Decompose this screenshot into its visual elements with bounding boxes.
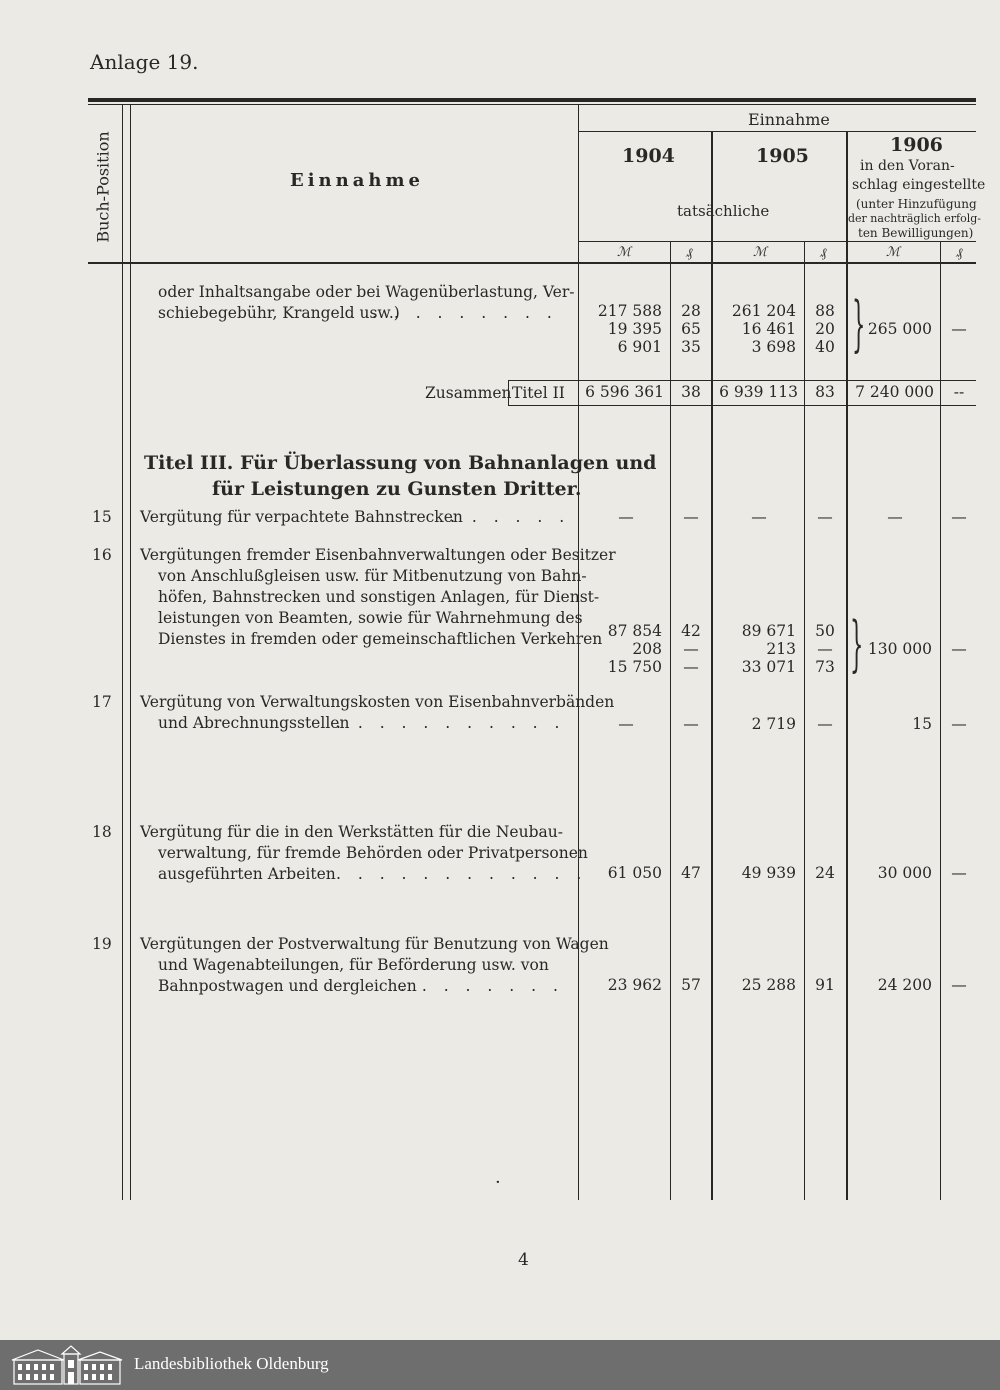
cont-m04-2: 19 395 xyxy=(607,320,662,338)
cont-p05-3: 40 xyxy=(815,338,835,356)
text-column-line xyxy=(130,105,131,1200)
col-1906-line-5: ten Bewilligungen) xyxy=(858,226,974,240)
row19-p05: 91 xyxy=(815,976,835,994)
year-1905-header: 1905 xyxy=(756,145,809,167)
col-1906-left-line xyxy=(846,131,848,1200)
page-number: 4 xyxy=(518,1250,529,1270)
year-1904-header: 1904 xyxy=(622,145,675,167)
row17-p04: — xyxy=(683,715,699,733)
top-double-rule xyxy=(88,98,976,102)
top-thin-rule xyxy=(88,104,976,105)
col-1904-left-line xyxy=(578,105,579,1200)
row19-p04: 57 xyxy=(681,976,701,994)
col-1906-pf-line xyxy=(940,241,941,1200)
leader-dots: . . . . . . . . . xyxy=(372,304,558,322)
row18-p04: 47 xyxy=(681,864,701,882)
continuation-line-2: schiebegebühr, Krangeld usw.) xyxy=(158,304,400,322)
row16-m05-2: 213 xyxy=(766,640,796,658)
zusammen-m05: 6 939 113 xyxy=(719,383,798,401)
cont-p04-2: 65 xyxy=(681,320,701,338)
row17-p05: — xyxy=(817,715,833,733)
row16-line-3: höfen, Bahnstrecken und sonstigen Anlagen, für Dienst- xyxy=(158,588,600,606)
row19-m05: 25 288 xyxy=(741,976,796,994)
row16-m04-1: 87 854 xyxy=(607,622,662,640)
row19-line-3: Bahnpostwagen und dergleichen xyxy=(158,977,417,995)
einnahme-group-header: Einnahme xyxy=(748,110,830,129)
row16-m05-3: 33 071 xyxy=(741,658,796,676)
row19-line-2: und Wagenabteilungen, für Beförderung usw. von xyxy=(158,956,549,974)
cont-m04-1: 217 588 xyxy=(597,302,662,320)
unit-mark-1904: ℳ xyxy=(617,245,631,260)
row17-m05: 2 719 xyxy=(751,715,796,733)
row15-text: Vergütung für verpachtete Bahnstrecken xyxy=(140,508,463,526)
row16-p06: — xyxy=(951,640,967,658)
continuation-line-1: oder Inhaltsangabe oder bei Wagenüberlastung, Ver- xyxy=(158,283,575,301)
cont-m06: 265 000 xyxy=(867,320,932,338)
cont-m05-1: 261 204 xyxy=(731,302,796,320)
row15-m06: — xyxy=(887,508,903,526)
anlage-label: Anlage 19. xyxy=(90,50,199,74)
zusammen-bottom-rule xyxy=(508,405,976,406)
row16-line-1: Vergütungen fremder Eisenbahnverwaltungen oder Besitzer xyxy=(140,546,616,564)
row16-m04-2: 208 xyxy=(632,640,662,658)
zusammen-titel: Titel II xyxy=(512,384,565,402)
row18-dots: . . . . . . . . . . . . xyxy=(336,865,588,883)
cont-p05-1: 88 xyxy=(815,302,835,320)
zusammen-m06: 7 240 000 xyxy=(855,383,934,401)
col-1905-pf-line xyxy=(804,241,805,1200)
unit-pf-1905: ₰ xyxy=(820,246,827,261)
year-1906-header: 1906 xyxy=(890,134,943,156)
unit-mark-1905: ℳ xyxy=(753,245,767,260)
unit-pf-1906: ₰ xyxy=(956,246,963,261)
library-building-icon xyxy=(8,1344,124,1386)
row15-position: 15 xyxy=(92,508,112,526)
position-column-line xyxy=(122,105,123,1200)
buch-position-header: Buch-Position xyxy=(93,131,113,243)
cont-m05-2: 16 461 xyxy=(741,320,796,338)
cont-m05-3: 3 698 xyxy=(751,338,796,356)
row18-p05: 24 xyxy=(815,864,835,882)
zusammen-p04: 38 xyxy=(681,383,701,401)
row16-p05-1: 50 xyxy=(815,622,835,640)
row17-p06: — xyxy=(951,715,967,733)
row17-line-1: Vergütung von Verwaltungskosten von Eisenbahnverbänden xyxy=(140,693,615,711)
row16-p04-3: — xyxy=(683,658,699,676)
row15-p06: — xyxy=(951,508,967,526)
row18-m05: 49 939 xyxy=(741,864,796,882)
row18-m06: 30 000 xyxy=(877,864,932,882)
row16-line-5: Dienstes in fremden oder gemeinschaftlichen Verkehren xyxy=(158,630,603,648)
zusammen-label: Zusammen xyxy=(425,384,512,402)
row19-p06: — xyxy=(951,976,967,994)
row16-m05-1: 89 671 xyxy=(741,622,796,640)
titel3-heading-2: für Leistungen zu Gunsten Dritter. xyxy=(212,478,582,500)
row16-line-4: leistungen von Beamten, sowie für Wahrnehmung des xyxy=(158,609,583,627)
row16-p04-2: — xyxy=(683,640,699,658)
col-1906-line-1: in den Voran- xyxy=(860,158,955,174)
row16-m04-3: 15 750 xyxy=(607,658,662,676)
unit-mark-1906: ℳ xyxy=(886,245,900,260)
cont-p04-1: 28 xyxy=(681,302,701,320)
library-name: Landesbibliothek Oldenburg xyxy=(134,1354,329,1373)
col-1904-pf-line xyxy=(670,241,671,1200)
row15-m05: — xyxy=(751,508,767,526)
row19-dots: . . . . . . . . xyxy=(400,977,564,995)
tatsaechliche-header: tatsächliche xyxy=(677,202,770,220)
zusammen-p05: 83 xyxy=(815,383,835,401)
col-1906-line-4: der nachträglich erfolg- xyxy=(848,212,981,225)
einnahme-subheader-rule xyxy=(578,131,976,132)
col-1906-line-3: (unter Hinzufügung xyxy=(856,197,977,211)
unit-pf-1904: ₰ xyxy=(686,246,693,261)
brace-continuation: } xyxy=(852,289,866,359)
titel3-heading-1: Titel III. Für Überlassung von Bahnanlagen und xyxy=(144,452,657,474)
row17-dots: . . . . . . . . . . . xyxy=(336,714,566,732)
zusammen-top-rule xyxy=(508,380,976,381)
cont-m04-3: 6 901 xyxy=(617,338,662,356)
row15-dots: . . . . . . xyxy=(450,508,571,526)
row19-line-1: Vergütungen der Postverwaltung für Benutzung von Wagen xyxy=(140,935,609,953)
row16-p04-1: 42 xyxy=(681,622,701,640)
row16-m06: 130 000 xyxy=(867,640,932,658)
row18-line-3: ausgeführten Arbeiten xyxy=(158,865,336,883)
row16-line-2: von Anschlußgleisen usw. für Mitbenutzung von Bahn- xyxy=(158,567,587,585)
row16-p05-2: — xyxy=(817,640,833,658)
brace-row16: } xyxy=(850,609,864,679)
stray-dot: · xyxy=(495,1172,501,1193)
cont-p06: — xyxy=(951,320,967,338)
row19-m06: 24 200 xyxy=(877,976,932,994)
col-1905-left-line xyxy=(711,131,713,1200)
row19-m04: 23 962 xyxy=(607,976,662,994)
row17-position: 17 xyxy=(92,693,112,711)
row18-line-2: verwaltung, für fremde Behörden oder Privatpersonen xyxy=(158,844,588,862)
header-bottom-rule xyxy=(88,262,976,264)
library-footer-bar xyxy=(0,1340,1000,1390)
cont-p05-2: 20 xyxy=(815,320,835,338)
row15-p05: — xyxy=(817,508,833,526)
row16-position: 16 xyxy=(92,546,112,564)
cont-p04-3: 35 xyxy=(681,338,701,356)
col-1906-line-2: schlag eingestellte xyxy=(852,177,986,193)
row15-p04: — xyxy=(683,508,699,526)
row18-p06: — xyxy=(951,864,967,882)
einnahme-column-header: Einnahme xyxy=(290,170,424,191)
row17-line-2: und Abrechnungsstellen xyxy=(158,714,350,732)
row18-line-1: Vergütung für die in den Werkstätten für die Neubau- xyxy=(140,823,563,841)
row15-m04: — xyxy=(618,508,634,526)
row18-m04: 61 050 xyxy=(607,864,662,882)
row17-m04: — xyxy=(618,715,634,733)
row17-m06: 15 xyxy=(912,715,932,733)
row16-p05-3: 73 xyxy=(815,658,835,676)
unit-row-rule xyxy=(578,241,976,242)
row18-position: 18 xyxy=(92,823,112,841)
zusammen-p06: -- xyxy=(953,383,965,401)
row19-position: 19 xyxy=(92,935,112,953)
zusammen-m04: 6 596 361 xyxy=(585,383,664,401)
